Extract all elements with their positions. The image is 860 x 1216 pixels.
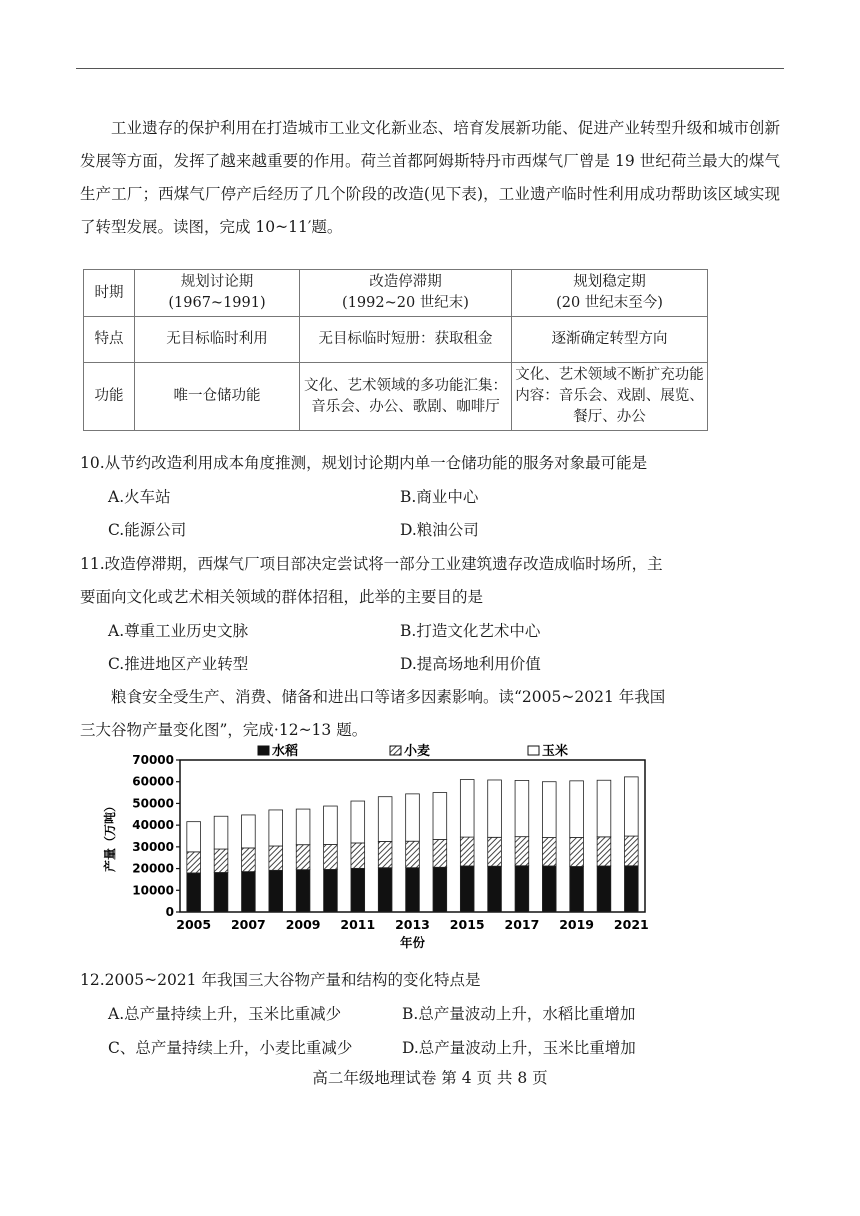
bar-水稻-2015 bbox=[460, 866, 474, 912]
bar-水稻-2011 bbox=[351, 868, 365, 912]
x-tick-label: 2017 bbox=[504, 917, 540, 932]
x-tick-label: 2005 bbox=[176, 917, 212, 932]
bar-玉米-2014 bbox=[433, 793, 447, 840]
x-tick-label: 2021 bbox=[613, 917, 649, 932]
table-cell: 唯一仓储功能 bbox=[135, 363, 300, 431]
x-axis-label: 年份 bbox=[399, 935, 426, 950]
y-tick-label: 70000 bbox=[132, 753, 174, 767]
y-tick-label: 20000 bbox=[132, 861, 174, 876]
question-10-option-d: D.粮油公司 bbox=[400, 521, 479, 539]
table-cell: 改造停滞期 (1992~20 世纪末) bbox=[300, 270, 512, 317]
bar-水稻-2021 bbox=[624, 866, 638, 912]
table-row bbox=[84, 270, 708, 317]
x-tick-label: 2013 bbox=[395, 917, 430, 932]
bar-小麦-2011 bbox=[351, 843, 365, 868]
x-tick-label: 2011 bbox=[340, 917, 376, 932]
table-cell: 规划讨论期 (1967~1991) bbox=[135, 270, 300, 317]
intro-paragraph-2-line-1: 粮食安全受生产、消费、储备和进出口等诸多因素影响。读“2005~2021 年我国 bbox=[111, 688, 666, 706]
bar-小麦-2005 bbox=[187, 852, 201, 873]
table-cell: 时期 bbox=[84, 270, 135, 317]
y-axis-label: 产量（万吨） bbox=[103, 799, 117, 873]
bar-玉米-2010 bbox=[324, 806, 338, 844]
bar-小麦-2020 bbox=[597, 837, 611, 866]
legend-label: 水稻 bbox=[272, 744, 299, 759]
bar-小麦-2009 bbox=[296, 845, 310, 870]
question-12-option-a: A.总产量持续上升，玉米比重减少 bbox=[108, 1005, 342, 1023]
table-cell: 文化、艺术领域不断扩充功能内容：音乐会、戏剧、展览、餐厅、办公 bbox=[512, 363, 708, 431]
table-cell: 无目标临时利用 bbox=[135, 317, 300, 363]
table-row bbox=[84, 363, 708, 431]
bar-玉米-2020 bbox=[597, 780, 611, 837]
table-cell: 逐渐确定转型方向 bbox=[512, 317, 708, 363]
table-row bbox=[84, 317, 708, 363]
question-10-option-a: A.火车站 bbox=[108, 488, 171, 506]
bar-玉米-2009 bbox=[296, 809, 310, 845]
bar-玉米-2008 bbox=[269, 810, 283, 846]
bar-小麦-2015 bbox=[460, 837, 474, 866]
bar-水稻-2008 bbox=[269, 870, 283, 912]
bar-小麦-2014 bbox=[433, 839, 447, 867]
y-tick-label: 50000 bbox=[132, 796, 174, 811]
legend-swatch bbox=[528, 746, 539, 755]
bar-玉米-2019 bbox=[570, 781, 584, 838]
bar-小麦-2018 bbox=[542, 838, 556, 866]
question-10-option-b: B.商业中心 bbox=[400, 488, 479, 506]
chart-legend bbox=[258, 743, 568, 759]
bar-玉米-2006 bbox=[214, 816, 228, 849]
table-cell: 文化、艺术领域的多功能汇集：音乐会、办公、歌剧、咖啡厅 bbox=[300, 363, 512, 431]
bar-小麦-2007 bbox=[242, 848, 256, 872]
chart-bars bbox=[180, 760, 645, 912]
bar-水稻-2012 bbox=[378, 868, 392, 912]
y-tick-label: 60000 bbox=[132, 774, 174, 789]
bar-小麦-2019 bbox=[570, 837, 584, 866]
bar-水稻-2014 bbox=[433, 867, 447, 912]
y-tick-label: 10000 bbox=[132, 883, 174, 898]
grain-production-chart bbox=[100, 742, 660, 964]
x-tick-label: 2019 bbox=[559, 917, 595, 932]
bar-小麦-2016 bbox=[488, 837, 502, 866]
question-11-stem-line-2: 要面向文化或艺术相关领域的群体招租，此举的主要目的是 bbox=[80, 588, 484, 606]
bar-玉米-2007 bbox=[242, 815, 256, 848]
bar-小麦-2017 bbox=[515, 837, 529, 866]
bar-水稻-2005 bbox=[187, 873, 201, 912]
bar-水稻-2016 bbox=[488, 866, 502, 912]
question-10-stem: 10.从节约改造利用成本角度推测，规划讨论期内单一仓储功能的服务对象最可能是 bbox=[80, 454, 648, 472]
table-cell: 规划稳定期 (20 世纪末至今) bbox=[512, 270, 708, 317]
bar-小麦-2006 bbox=[214, 849, 228, 872]
bar-玉米-2013 bbox=[406, 794, 420, 841]
table-cell: 功能 bbox=[84, 363, 135, 431]
bar-小麦-2008 bbox=[269, 846, 283, 870]
bar-玉米-2005 bbox=[187, 822, 201, 852]
bar-小麦-2010 bbox=[324, 844, 338, 869]
header-rule bbox=[76, 68, 784, 69]
bar-水稻-2017 bbox=[515, 866, 529, 912]
page-footer: 高二年级地理试卷 第 4 页 共 8 页 bbox=[312, 1069, 548, 1087]
question-12-stem: 12.2005~2021 年我国三大谷物产量和结构的变化特点是 bbox=[80, 971, 481, 989]
table-cell: 特点 bbox=[84, 317, 135, 363]
bar-玉米-2017 bbox=[515, 780, 529, 836]
question-12-option-b: B.总产量波动上升，水稻比重增加 bbox=[402, 1005, 636, 1023]
bar-玉米-2012 bbox=[378, 797, 392, 842]
bar-小麦-2021 bbox=[624, 836, 638, 866]
legend-label: 小麦 bbox=[404, 744, 431, 759]
bar-水稻-2007 bbox=[242, 872, 256, 912]
x-tick-label: 2007 bbox=[230, 917, 266, 932]
question-12-option-d: D.总产量波动上升，玉米比重增加 bbox=[402, 1039, 636, 1057]
question-11-option-c: C.推进地区产业转型 bbox=[108, 655, 249, 673]
bar-小麦-2012 bbox=[378, 841, 392, 867]
bar-水稻-2009 bbox=[296, 870, 310, 912]
bar-水稻-2010 bbox=[324, 869, 338, 912]
x-axis bbox=[176, 917, 648, 950]
question-11-option-a: A.尊重工业历史文脉 bbox=[108, 622, 249, 640]
question-11-option-d: D.提高场地利用价值 bbox=[400, 655, 541, 673]
bar-玉米-2011 bbox=[351, 801, 365, 843]
legend-swatch bbox=[258, 746, 269, 755]
bar-水稻-2020 bbox=[597, 866, 611, 912]
bar-水稻-2019 bbox=[570, 866, 584, 912]
bar-水稻-2013 bbox=[406, 868, 420, 912]
bar-小麦-2013 bbox=[406, 841, 420, 867]
x-tick-label: 2015 bbox=[449, 917, 485, 932]
intro-paragraph-2-line-2: 三大谷物产量变化图”，完成·12~13 题。 bbox=[80, 721, 368, 739]
y-tick-label: 30000 bbox=[132, 839, 174, 854]
bar-水稻-2006 bbox=[214, 872, 228, 912]
question-11-option-b: B.打造文化艺术中心 bbox=[400, 622, 541, 640]
bar-玉米-2015 bbox=[460, 780, 474, 838]
legend-label: 玉米 bbox=[542, 744, 569, 759]
table-cell: 无目标临时短册：获取租金 bbox=[300, 317, 512, 363]
question-11-stem-line-1: 11.改造停滞期，西煤气厂项目部决定尝试将一部分工业建筑遗存改造成临时场所，主 bbox=[80, 555, 663, 573]
y-tick-label: 0 bbox=[165, 905, 174, 919]
bar-水稻-2018 bbox=[542, 866, 556, 912]
bar-玉米-2018 bbox=[542, 782, 556, 838]
legend-swatch bbox=[390, 746, 401, 755]
intro-paragraph-1: 工业遗存的保护利用在打造城市工业文化新业态、培育发展新功能、促进产业转型升级和城市创新发展等方面，发挥了越来越重要的作用。荷兰首都阿姆斯特丹市西煤气厂曾是 19 世纪荷兰最大的煤气生产工厂；西煤气厂停产后经历了几个阶段的改造(见下表)，工业遗产临时性利用成功帮助该区域实现了转型发展。读图，完成 10~11′题。 bbox=[80, 119, 780, 236]
question-12-option-c: C、总产量持续上升，小麦比重减少 bbox=[108, 1039, 353, 1057]
bar-玉米-2021 bbox=[624, 777, 638, 836]
bar-玉米-2016 bbox=[488, 780, 502, 837]
transformation-table bbox=[83, 269, 708, 431]
question-10-option-c: C.能源公司 bbox=[108, 521, 187, 539]
y-axis bbox=[102, 753, 180, 919]
y-tick-label: 40000 bbox=[132, 818, 174, 833]
x-tick-label: 2009 bbox=[285, 917, 321, 932]
